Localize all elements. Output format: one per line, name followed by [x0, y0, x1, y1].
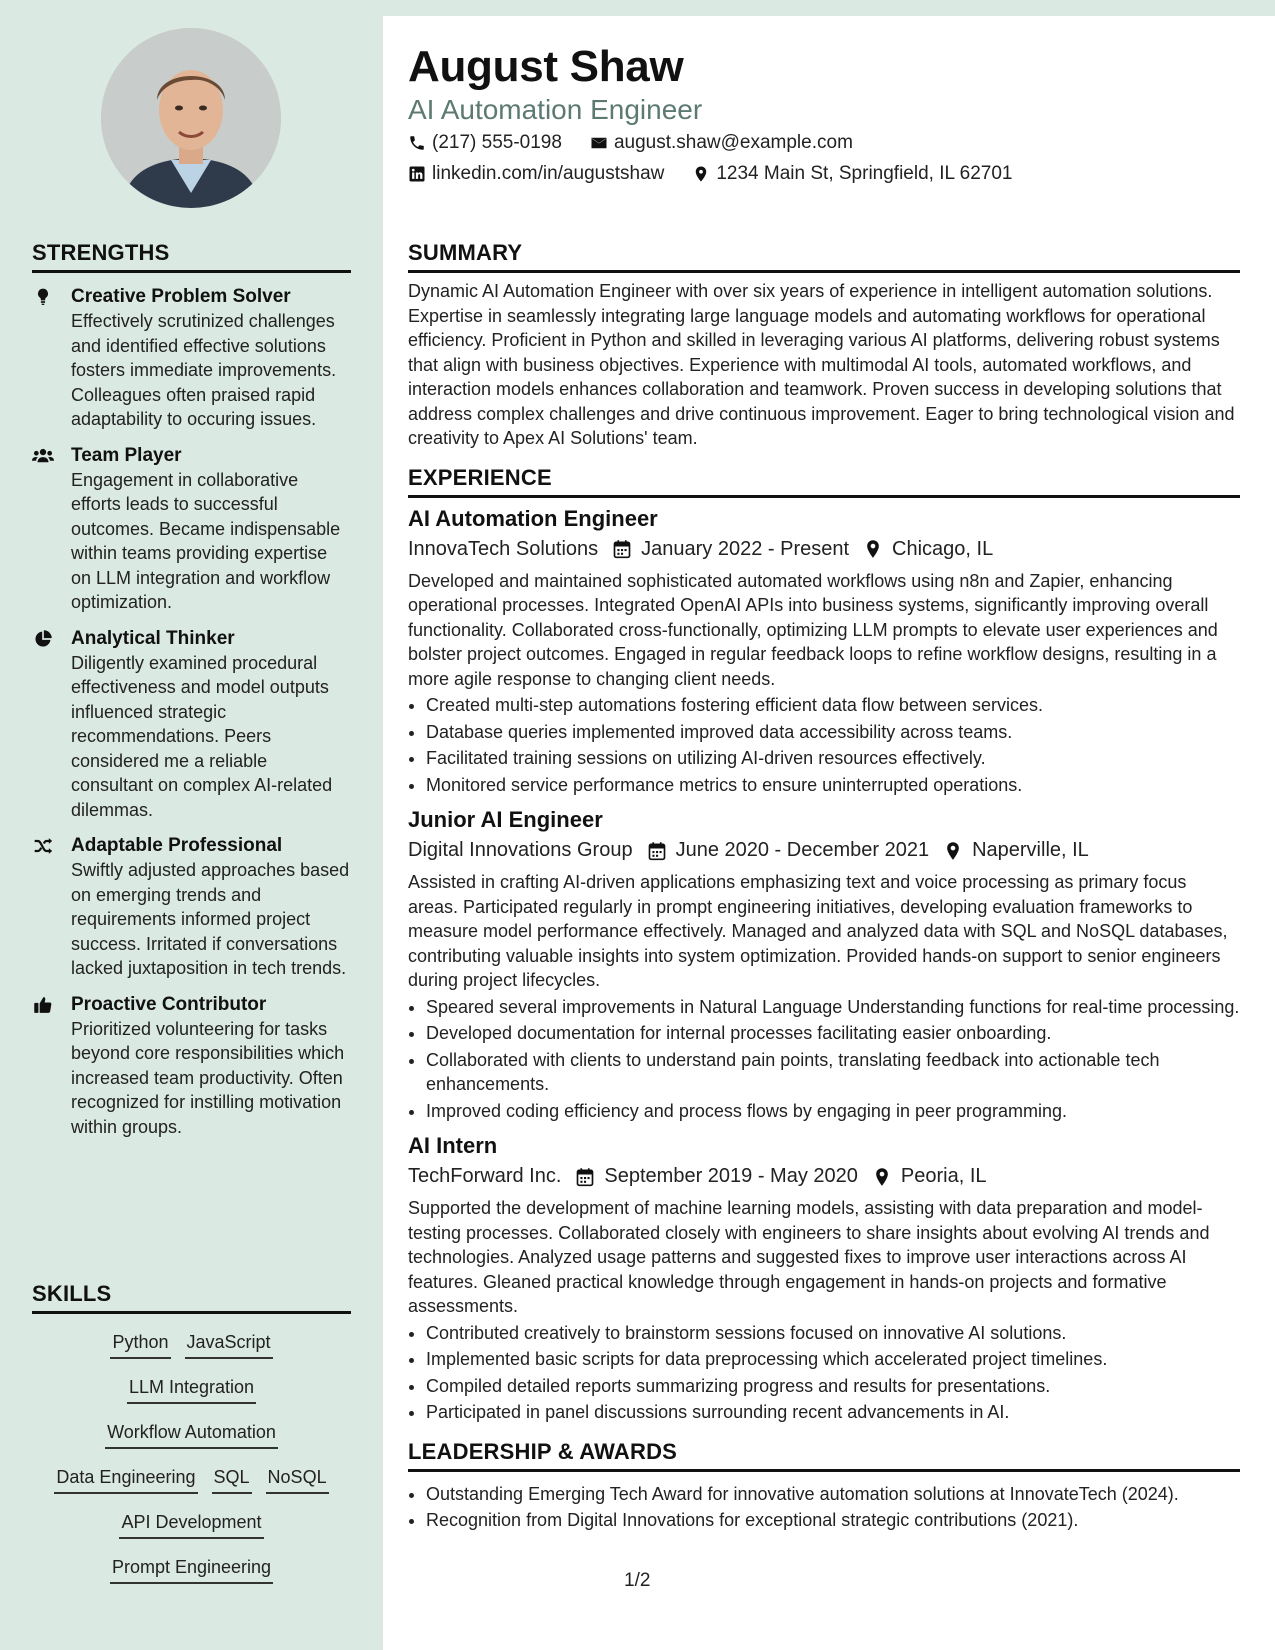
leadership-section [408, 1439, 1240, 1533]
bullet-item: • Participated in panel discussions surrounding recent advancements in AI. [426, 1400, 1240, 1425]
job-location: Peoria, IL [900, 1165, 987, 1187]
phone-text[interactable]: (217) 555-0198 [432, 132, 562, 153]
bullet-item: • Collaborated with clients to understand pain points, translating feedback into actionable tech enhancements. [426, 1048, 1240, 1097]
skill-tag: Workflow Automation [105, 1420, 278, 1449]
profile-photo [101, 28, 281, 208]
skill-tag: Data Engineering [54, 1465, 197, 1494]
job-meta [408, 1165, 1240, 1188]
job-dates: September 2019 - May 2020 [604, 1165, 858, 1187]
strength-item [32, 285, 351, 432]
skills-heading: SKILLS [32, 1281, 351, 1314]
job-company: TechForward Inc. [408, 1165, 562, 1187]
shuffle-icon [32, 836, 54, 856]
bullet-item: • Speared several improvements in Natural Language Understanding functions for real-time processing. [426, 995, 1240, 1020]
strength-title: Adaptable Professional [71, 835, 283, 856]
job-location: Chicago, IL [892, 537, 994, 560]
experience-section [408, 465, 1240, 1425]
strength-item [32, 834, 351, 981]
bullet-item: • Recognition from Digital Innovations for exceptional strategic contributions (2021). [426, 1508, 1240, 1533]
strengths-section [32, 240, 351, 1139]
skill-tag: NoSQL [266, 1465, 329, 1494]
job-company: Digital Innovations Group [408, 839, 633, 861]
bullet-item: • Improved coding efficiency and process flows by engaging in peer programming. [426, 1099, 1240, 1124]
strength-item [32, 993, 351, 1140]
envelope-icon [590, 134, 608, 152]
job-entry [408, 506, 1240, 798]
job-description: Assisted in crafting AI-driven applications emphasizing text and voice processing as primary focus areas. Participated regularly in prompt engineering initiatives, developing evaluation frameworks to measure model performance effectively. Managed and analyzed data with SQL and NoSQL databases, contributing valuable insights into system optimization. Provided hands-on support to senior engineers during project lifecycles. [408, 872, 1228, 990]
strength-title: Creative Problem Solver [71, 286, 291, 307]
strength-item [32, 627, 351, 823]
skill-tag: LLM Integration [127, 1375, 256, 1404]
job-entry [408, 807, 1240, 1123]
main-column [408, 240, 1240, 1533]
candidate-name: August Shaw [408, 42, 684, 91]
job-meta [408, 839, 1240, 862]
bullet-item: • Implemented basic scripts for data preprocessing which accelerated project timelines. [426, 1347, 1240, 1372]
candidate-role: AI Automation Engineer [408, 94, 703, 125]
contact-row-1 [408, 132, 853, 154]
leadership-bullets [408, 1482, 1240, 1533]
strength-desc: Engagement in collaborative efforts leads to successful outcomes. Became indispensable within teams providing expertise on LLM integration and workflow optimization. [71, 469, 341, 612]
skills-row [32, 1555, 351, 1584]
lightbulb-icon [32, 287, 54, 307]
bullet-item: • Compiled detailed reports summarizing progress and results for presentations. [426, 1374, 1240, 1399]
map-pin-icon [943, 841, 963, 861]
bullet-item: • Facilitated training sessions on utilizing AI-driven resources effectively. [426, 746, 1240, 771]
job-dates: June 2020 - December 2021 [675, 839, 930, 861]
strength-title: Proactive Contributor [71, 993, 267, 1015]
strength-desc: Prioritized volunteering for tasks beyond core responsibilities which increased team productivity. Often recognized for instilling motivation within groups. [71, 1018, 345, 1137]
job-title: AI Automation Engineer [408, 505, 658, 531]
summary-text: Dynamic AI Automation Engineer with over six years of experience in intelligent automation solutions. Expertise in seamlessly integrating large language models and automating workflows for operational efficiency. Proficient in Python and skilled in leveraging various AI platforms, delivering robust systems that align with business objectives. Experience with multimodal AI tools, automated workflows, and interaction models enhances collaboration and teamwork. Proven success in developing solutions that address complex challenges and drive continuous improvement. Eager to bring technological vision and creativity to Apex AI Solutions' team. [408, 281, 1235, 448]
skill-tag: JavaScript [185, 1330, 273, 1359]
map-pin-icon [692, 165, 710, 183]
bullet-item: • Monitored service performance metrics to ensure uninterrupted operations. [426, 773, 1240, 798]
job-bullets [408, 693, 1240, 797]
email-link[interactable]: august.shaw@example.com [613, 132, 853, 153]
calendar-icon [647, 841, 667, 861]
skills-row [32, 1375, 351, 1404]
job-meta [408, 538, 1240, 561]
map-pin-icon [863, 539, 883, 559]
bullet-item: • Developed documentation for internal processes facilitating easier onboarding. [426, 1021, 1240, 1046]
phone-icon [408, 134, 426, 152]
skill-tag: SQL [212, 1465, 252, 1494]
skill-tag: API Development [119, 1510, 263, 1539]
job-dates: January 2022 - Present [641, 537, 850, 560]
calendar-icon [575, 1167, 595, 1187]
strength-desc: Swiftly adjusted approaches based on emerging trends and requirements informed project success. Irritated if conversations lacked juxtaposition in tech trends. [71, 860, 350, 978]
bullet-item: • Contributed creatively to brainstorm sessions focused on innovative AI solutions. [426, 1321, 1240, 1346]
strength-title: Analytical Thinker [71, 627, 235, 649]
job-title: AI Intern [408, 1133, 498, 1158]
skills-row [32, 1465, 351, 1494]
calendar-icon [612, 539, 632, 559]
address-text: 1234 Main St, Springfield, IL 62701 [716, 163, 1013, 184]
pie-chart-icon [32, 629, 54, 649]
bullet-item: • Outstanding Emerging Tech Award for innovative automation solutions at InnovateTech (2024). [426, 1482, 1240, 1507]
job-bullets [408, 1321, 1240, 1425]
job-title: Junior AI Engineer [408, 807, 603, 832]
job-description: Supported the development of machine learning models, assisting with data preparation and model-testing processes. Collaborated closely with engineers to share insights about evolving AI trends and technologies. Analyzed usage patterns and suggested fixes to improve user interactions across AI features. Gleaned practical knowledge through engagement in hands-on projects and formative assessments. [408, 1198, 1210, 1316]
bullet-item: • Database queries implemented improved data accessibility across teams. [426, 720, 1240, 745]
skill-tag: Python [110, 1330, 170, 1359]
linkedin-link[interactable]: linkedin.com/in/augustshaw [432, 163, 665, 184]
bullet-item: • Created multi-step automations fostering efficient data flow between services. [426, 693, 1240, 718]
contact-row-2 [408, 163, 1012, 185]
strength-desc: Effectively scrutinized challenges and identified effective solutions fosters immediate improvements. Colleagues often praised rapid adaptability to occuring issues. [71, 311, 337, 429]
job-bullets [408, 995, 1240, 1124]
summary-section [408, 240, 1240, 451]
skills-row [32, 1420, 351, 1449]
summary-heading: SUMMARY [408, 240, 1240, 273]
skills-section [32, 1281, 351, 1584]
strength-title: Team Player [71, 444, 182, 466]
strength-item [32, 444, 351, 615]
job-description: Developed and maintained sophisticated automated workflows using n8n and Zapier, enhancing operational processes. Integrated OpenAI APIs into business systems, significantly improving overall functionality. Collaborated cross-functionally, optimizing LLM prompts to elevate user experiences and bolster project outcomes. Engaged in regular feedback loops to refine workflow designs, resulting in a more agile response to changing client needs. [408, 570, 1218, 689]
leadership-heading: LEADERSHIP & AWARDS [408, 1439, 1240, 1472]
users-icon [32, 446, 54, 466]
map-pin-icon [872, 1167, 892, 1187]
strengths-heading: STRENGTHS [32, 240, 351, 273]
job-location: Naperville, IL [972, 839, 1089, 861]
skill-tag: Prompt Engineering [110, 1555, 273, 1584]
job-entry [408, 1133, 1240, 1425]
page-number: 1/2 [624, 1570, 651, 1591]
linkedin-icon [408, 165, 426, 183]
skills-row [32, 1330, 351, 1359]
experience-heading: EXPERIENCE [408, 465, 1240, 498]
strength-desc: Diligently examined procedural effectiveness and model outputs influenced strategic recommendations. Peers considered me a reliable consultant on complex AI-related dilemmas. [71, 652, 333, 820]
thumbs-up-icon [32, 995, 54, 1015]
skills-row [32, 1510, 351, 1539]
top-accent-strip [383, 0, 1275, 16]
job-company: InnovaTech Solutions [408, 537, 599, 560]
